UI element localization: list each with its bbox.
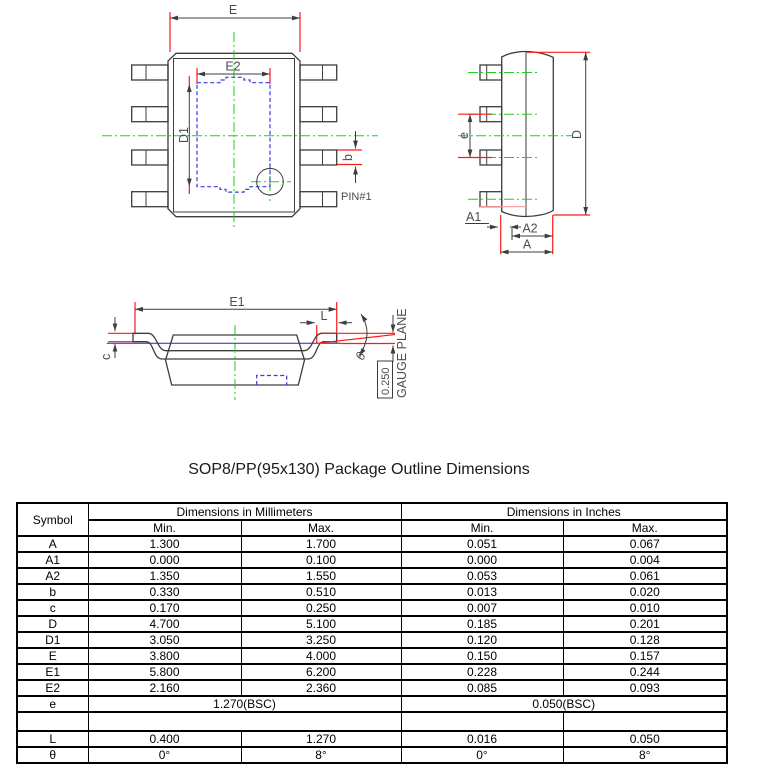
mm-max-cell: 0.100 [241, 552, 401, 568]
row-c [17, 600, 727, 616]
row-A2 [17, 568, 727, 584]
dim-label-A: A [522, 237, 532, 252]
symbol-cell: E2 [17, 680, 88, 696]
in-max-cell: 0.020 [563, 584, 727, 600]
dim-D1 [177, 76, 191, 194]
dim-A1 [465, 210, 521, 227]
in-max-cell: 0.061 [563, 568, 727, 584]
symbol-cell: D [17, 616, 88, 632]
gauge-offset-value: 0.250 [380, 367, 392, 395]
row-b [17, 584, 727, 600]
in-min-cell: 0.120 [401, 632, 563, 648]
mm-max-cell: 3.250 [241, 632, 401, 648]
symbol-cell: L [17, 731, 88, 747]
mm-max-cell: 4.000 [241, 648, 401, 664]
in-max-empty-cell [563, 712, 727, 731]
in-min-cell: 0.013 [401, 584, 563, 600]
symbol-cell: c [17, 600, 88, 616]
inches-header: Dimensions in Inches [401, 503, 727, 520]
in-min-empty-cell [401, 712, 563, 731]
row-L [17, 731, 727, 747]
row-E1 [17, 664, 727, 680]
in-max-cell: 0.201 [563, 616, 727, 632]
mm-min-cell: 4.700 [88, 616, 241, 632]
symbol-cell [17, 712, 88, 731]
front-view-drawing [99, 295, 409, 400]
in-max-cell: 0.050 [563, 731, 727, 747]
dim-label-b: b [341, 154, 355, 161]
symbol-cell: A2 [17, 568, 88, 584]
mm-max-cell: 1.700 [241, 536, 401, 552]
in-min-cell: 0° [401, 747, 563, 763]
in-max-cell: 0.128 [563, 632, 727, 648]
in-max-header: Max. [563, 520, 727, 536]
in-min-cell: 0.000 [401, 552, 563, 568]
dimensions-table [16, 502, 728, 764]
row-D1 [17, 632, 727, 648]
dim-label-E1: E1 [229, 295, 245, 309]
mm-min-cell: 5.800 [88, 664, 241, 680]
dim-label-E: E [228, 3, 238, 17]
page-title: SOP8/PP(95x130) Package Outline Dimensions [188, 461, 530, 478]
symbol-cell: D1 [17, 632, 88, 648]
in-max-cell: 0.244 [563, 664, 727, 680]
in-min-header: Min. [401, 520, 563, 536]
dim-label-e: e [457, 132, 471, 139]
in-max-cell: 0.157 [563, 648, 727, 664]
dim-E2 [197, 60, 270, 85]
in-max-cell: 0.004 [563, 552, 727, 568]
row-theta [17, 747, 727, 763]
dim-label-A2: A2 [522, 221, 538, 236]
in-min-cell: 0.007 [401, 600, 563, 616]
row-E [17, 648, 727, 664]
dim-label-E2: E2 [225, 59, 241, 74]
in-max-cell: 0.093 [563, 680, 727, 696]
in-max-cell: 0.010 [563, 600, 727, 616]
dim-c [99, 317, 135, 360]
dim-label-D1: D1 [177, 127, 191, 143]
symbol-cell: A1 [17, 552, 88, 568]
dim-A [501, 238, 553, 253]
row-E2 [17, 680, 727, 696]
hidden-pocket-outline [257, 376, 287, 386]
table-header-row-2 [17, 520, 727, 536]
mm-max-cell: 6.200 [241, 664, 401, 680]
symbol-cell: e [17, 696, 88, 712]
in-bsc-cell: 0.050(BSC) [401, 696, 727, 712]
in-min-cell: 0.053 [401, 568, 563, 584]
row-D [17, 616, 727, 632]
in-min-cell: 0.185 [401, 616, 563, 632]
mm-max-cell: 0.250 [241, 600, 401, 616]
mm-max-cell: 8° [241, 747, 401, 763]
table-header-row-1 [17, 503, 727, 520]
mm-max-cell: 1.550 [241, 568, 401, 584]
pin1-label: PIN#1 [341, 191, 372, 203]
dim-label-D: D [570, 129, 584, 139]
dim-label-L: L [320, 309, 328, 323]
top-view-drawing [102, 3, 378, 228]
mm-bsc-cell: 1.270(BSC) [88, 696, 401, 712]
mm-min-cell: 0.330 [88, 584, 241, 600]
symbol-cell: E1 [17, 664, 88, 680]
mm-min-cell: 0.170 [88, 600, 241, 616]
symbol-cell: E [17, 648, 88, 664]
row-A1 [17, 552, 727, 568]
in-max-cell: 8° [563, 747, 727, 763]
dim-E1 [135, 295, 337, 343]
dim-label-A1: A1 [466, 210, 482, 224]
package-body-front [166, 335, 305, 385]
gauge-plane-label: GAUGE PLANE [395, 308, 409, 398]
symbol-cell: θ [17, 747, 88, 763]
symbol-header: Symbol [17, 503, 88, 536]
dim-b [337, 131, 362, 183]
side-view-drawing [457, 52, 590, 255]
dim-E [170, 3, 300, 52]
dim-L [300, 309, 352, 343]
symbol-cell: A [17, 536, 88, 552]
mm-max-cell: 0.510 [241, 584, 401, 600]
in-min-cell: 0.051 [401, 536, 563, 552]
mm-min-header: Min. [88, 520, 241, 536]
in-min-cell: 0.150 [401, 648, 563, 664]
in-min-cell: 0.085 [401, 680, 563, 696]
dim-label-theta: θ [353, 350, 369, 363]
mm-max-cell: 5.100 [241, 616, 401, 632]
row-A [17, 536, 727, 552]
dim-gauge-offset [378, 308, 410, 398]
dim-theta [317, 314, 395, 362]
centerlines-side-view [458, 73, 572, 200]
mm-empty-cell [88, 712, 401, 731]
dim-label-c: c [99, 353, 113, 360]
mm-max-cell: 2.360 [241, 680, 401, 696]
mm-max-header: Max. [241, 520, 401, 536]
mm-min-cell: 0.000 [88, 552, 241, 568]
mm-min-cell: 3.050 [88, 632, 241, 648]
dim-D [527, 52, 590, 215]
symbol-cell: b [17, 584, 88, 600]
mm-min-cell: 3.800 [88, 648, 241, 664]
mm-min-cell: 0° [88, 747, 241, 763]
row-e-bsc [17, 696, 727, 712]
in-max-cell: 0.067 [563, 536, 727, 552]
in-min-cell: 0.016 [401, 731, 563, 747]
mm-max-cell: 1.270 [241, 731, 401, 747]
mm-header: Dimensions in Millimeters [88, 503, 401, 520]
row-spacer [17, 712, 727, 731]
mm-min-cell: 1.350 [88, 568, 241, 584]
in-min-cell: 0.228 [401, 664, 563, 680]
mm-min-cell: 2.160 [88, 680, 241, 696]
mm-min-cell: 1.300 [88, 536, 241, 552]
package-body-side [502, 52, 554, 217]
mm-min-cell: 0.400 [88, 731, 241, 747]
